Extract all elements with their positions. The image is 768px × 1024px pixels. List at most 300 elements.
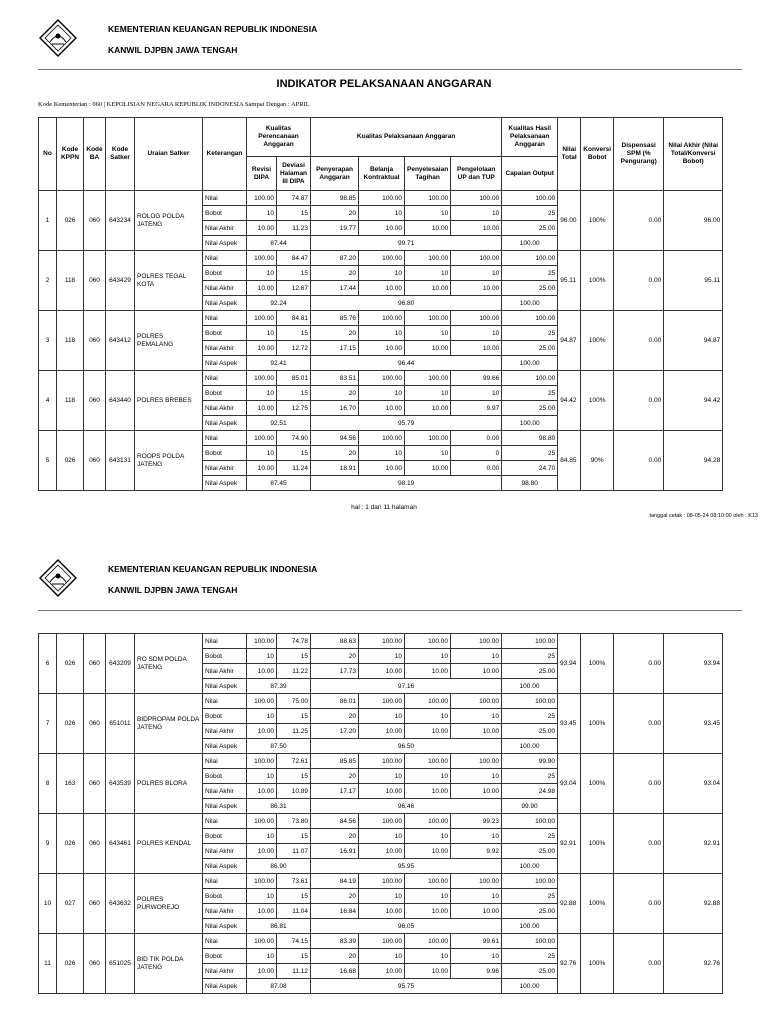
row-uraian-satker: ROLOG POLDA JATENG — [135, 191, 203, 251]
value-cell: 88.63 — [311, 634, 359, 649]
row-uraian-satker: POLRES PEMALANG — [135, 311, 203, 371]
value-cell: 100.00 — [405, 754, 451, 769]
value-cell: 10.00 — [451, 664, 502, 679]
value-cell: 25.00 — [502, 281, 558, 296]
value-cell: 10 — [405, 949, 451, 964]
value-cell: 12.72 — [277, 341, 311, 356]
value-cell: 100.00 — [502, 634, 558, 649]
value-cell: 10 — [405, 326, 451, 341]
table-row — [39, 431, 723, 446]
value-cell: 25 — [502, 446, 558, 461]
row-label-nilai-akhir: Nilai Akhir — [203, 221, 247, 236]
aspek-hasil: 100.00 — [502, 296, 558, 311]
col-pengelolaan: Pengelolaan UP dan TUP — [451, 157, 502, 191]
value-cell: 10.00 — [359, 724, 405, 739]
value-cell: 11.25 — [277, 724, 311, 739]
aspek-pelaksanaan: 97.16 — [311, 679, 502, 694]
row-dispensasi: 0.00 — [614, 311, 664, 371]
row-no: 10 — [39, 874, 57, 934]
table-row — [39, 251, 723, 266]
value-cell: 10.00 — [405, 904, 451, 919]
value-cell: 20 — [311, 206, 359, 221]
value-cell: 85.76 — [311, 311, 359, 326]
value-cell: 10 — [247, 386, 277, 401]
page-number: hal : 1 dari 11 halaman — [351, 504, 417, 511]
value-cell: 25 — [502, 889, 558, 904]
value-cell: 16.84 — [311, 904, 359, 919]
aspek-perencanaan: 92.24 — [247, 296, 311, 311]
value-cell: 10 — [359, 266, 405, 281]
aspek-perencanaan: 92.41 — [247, 356, 311, 371]
value-cell: 10 — [247, 206, 277, 221]
row-nilai-total: 93.94 — [558, 634, 581, 694]
indicator-table-page2 — [38, 633, 723, 994]
value-cell: 10.00 — [359, 341, 405, 356]
value-cell: 10.00 — [405, 401, 451, 416]
value-cell: 84.56 — [311, 814, 359, 829]
col-kode-satker: Kode Satker — [106, 118, 135, 191]
group-hasil: Kualitas Hasil Pelaksanaan Anggaran — [502, 118, 558, 157]
row-kode-kppn: 118 — [57, 371, 84, 431]
value-cell: 100.00 — [359, 874, 405, 889]
row-label-nilai: Nilai — [203, 874, 247, 889]
row-dispensasi: 0.00 — [614, 874, 664, 934]
value-cell: 10.00 — [405, 964, 451, 979]
row-kode-kppn: 026 — [57, 191, 84, 251]
value-cell: 100.00 — [359, 251, 405, 266]
row-label-nilai: Nilai — [203, 431, 247, 446]
value-cell: 85.01 — [277, 371, 311, 386]
row-kode-ba: 060 — [84, 431, 106, 491]
value-cell: 100.00 — [247, 754, 277, 769]
value-cell: 73.61 — [277, 874, 311, 889]
value-cell: 9.97 — [451, 401, 502, 416]
row-label-bobot: Bobot — [203, 709, 247, 724]
value-cell: 87.20 — [311, 251, 359, 266]
row-uraian-satker: BIDPROPAM POLDA JATENG — [135, 694, 203, 754]
row-label-nilai-aspek: Nilai Aspek — [203, 356, 247, 371]
value-cell: 100.00 — [405, 251, 451, 266]
value-cell: 74.15 — [277, 934, 311, 949]
aspek-perencanaan: 86.81 — [247, 919, 311, 934]
row-nilai-akhir: 93.04 — [664, 754, 723, 814]
value-cell: 94.56 — [311, 431, 359, 446]
value-cell: 25 — [502, 266, 558, 281]
row-no: 6 — [39, 634, 57, 694]
table-row — [39, 694, 723, 709]
row-dispensasi: 0.00 — [614, 934, 664, 994]
row-kode-ba: 060 — [84, 371, 106, 431]
value-cell: 17.44 — [311, 281, 359, 296]
value-cell: 84.19 — [311, 874, 359, 889]
value-cell: 15 — [277, 949, 311, 964]
value-cell: 0.00 — [451, 461, 502, 476]
value-cell: 10.00 — [359, 784, 405, 799]
row-konversi-bobot: 100% — [581, 634, 614, 694]
table-row — [39, 814, 723, 829]
value-cell: 10 — [359, 769, 405, 784]
value-cell: 10.00 — [359, 221, 405, 236]
col-dispensasi: Dispensasi SPM (% Pengurang) — [614, 118, 664, 191]
row-dispensasi: 0.00 — [614, 814, 664, 874]
value-cell: 72.61 — [277, 754, 311, 769]
row-no: 1 — [39, 191, 57, 251]
row-uraian-satker: POLRES PURWOREJO — [135, 874, 203, 934]
value-cell: 15 — [277, 649, 311, 664]
value-cell: 25.00 — [502, 904, 558, 919]
value-cell: 100.00 — [502, 694, 558, 709]
value-cell: 0 — [451, 446, 502, 461]
value-cell: 16.91 — [311, 844, 359, 859]
row-uraian-satker: POLRES BREBES — [135, 371, 203, 431]
value-cell: 25.00 — [502, 664, 558, 679]
row-nilai-akhir: 96.00 — [664, 191, 723, 251]
value-cell: 17.15 — [311, 341, 359, 356]
value-cell: 10.00 — [359, 664, 405, 679]
value-cell: 99.66 — [451, 371, 502, 386]
row-label-nilai-aspek: Nilai Aspek — [203, 679, 247, 694]
row-uraian-satker: POLRES BLORA — [135, 754, 203, 814]
value-cell: 10.00 — [359, 844, 405, 859]
row-kode-satker: 643209 — [106, 634, 135, 694]
value-cell: 10 — [247, 829, 277, 844]
row-kode-ba: 060 — [84, 874, 106, 934]
row-kode-kppn: 026 — [57, 814, 84, 874]
value-cell: 20 — [311, 326, 359, 341]
row-nilai-akhir: 95.11 — [664, 251, 723, 311]
value-cell: 20 — [311, 709, 359, 724]
ministry-name: KEMENTERIAN KEUANGAN REPUBLIK INDONESIA — [108, 24, 318, 34]
row-label-nilai-akhir: Nilai Akhir — [203, 281, 247, 296]
aspek-perencanaan: 86.31 — [247, 799, 311, 814]
value-cell: 25.00 — [502, 964, 558, 979]
value-cell: 10.00 — [247, 401, 277, 416]
row-konversi-bobot: 100% — [581, 694, 614, 754]
row-label-nilai-aspek: Nilai Aspek — [203, 416, 247, 431]
value-cell: 10 — [451, 266, 502, 281]
value-cell: 10.00 — [247, 844, 277, 859]
value-cell: 100.00 — [247, 431, 277, 446]
row-label-nilai-aspek: Nilai Aspek — [203, 859, 247, 874]
value-cell: 10.00 — [405, 844, 451, 859]
value-cell: 25.00 — [502, 844, 558, 859]
print-date: tanggal cetak : 08-05-24 08:10:00 oleh : K13 — [649, 513, 758, 519]
value-cell: 100.00 — [359, 371, 405, 386]
value-cell: 15 — [277, 326, 311, 341]
col-penyelesaian: Penyelesaian Tagihan — [405, 157, 451, 191]
aspek-hasil: 100.00 — [502, 919, 558, 934]
col-revisi-dipa: Revisi DIPA — [247, 157, 277, 191]
value-cell: 15 — [277, 266, 311, 281]
value-cell: 10 — [405, 386, 451, 401]
value-cell: 10 — [359, 949, 405, 964]
row-kode-kppn: 026 — [57, 934, 84, 994]
row-label-bobot: Bobot — [203, 889, 247, 904]
value-cell: 10 — [359, 206, 405, 221]
col-nilai-akhir: Nilai Akhir (Nilai Total/Konversi Bobot) — [664, 118, 723, 191]
value-cell: 10 — [451, 889, 502, 904]
value-cell: 100.00 — [359, 934, 405, 949]
value-cell: 20 — [311, 649, 359, 664]
value-cell: 10 — [359, 326, 405, 341]
value-cell: 100.00 — [247, 311, 277, 326]
aspek-pelaksanaan: 95.79 — [311, 416, 502, 431]
value-cell: 10.00 — [405, 724, 451, 739]
value-cell: 99.90 — [502, 754, 558, 769]
value-cell: 15 — [277, 386, 311, 401]
row-kode-satker: 643461 — [106, 814, 135, 874]
value-cell: 20 — [311, 889, 359, 904]
value-cell: 25.00 — [502, 221, 558, 236]
aspek-pelaksanaan: 96.80 — [311, 296, 502, 311]
value-cell: 10 — [247, 649, 277, 664]
header-divider — [38, 69, 742, 70]
row-kode-ba: 060 — [84, 754, 106, 814]
value-cell: 10 — [451, 326, 502, 341]
value-cell: 20 — [311, 949, 359, 964]
value-cell: 25 — [502, 949, 558, 964]
row-dispensasi: 0.00 — [614, 634, 664, 694]
value-cell: 25 — [502, 326, 558, 341]
value-cell: 9.96 — [451, 964, 502, 979]
col-kode-kppn: Kode KPPN — [57, 118, 84, 191]
value-cell: 86.01 — [311, 694, 359, 709]
row-kode-kppn: 163 — [57, 754, 84, 814]
value-cell: 83.51 — [311, 371, 359, 386]
value-cell: 100.00 — [502, 251, 558, 266]
aspek-pelaksanaan: 95.95 — [311, 859, 502, 874]
value-cell: 10.00 — [247, 664, 277, 679]
value-cell: 20 — [311, 829, 359, 844]
value-cell: 16.70 — [311, 401, 359, 416]
col-penyerapan: Penyerapan Anggaran — [311, 157, 359, 191]
value-cell: 10.00 — [359, 964, 405, 979]
row-label-nilai: Nilai — [203, 251, 247, 266]
row-label-nilai-akhir: Nilai Akhir — [203, 724, 247, 739]
value-cell: 74.78 — [277, 634, 311, 649]
value-cell: 98.85 — [311, 191, 359, 206]
value-cell: 99.61 — [451, 934, 502, 949]
value-cell: 99.23 — [451, 814, 502, 829]
value-cell: 10.00 — [405, 281, 451, 296]
value-cell: 15 — [277, 889, 311, 904]
value-cell: 15 — [277, 769, 311, 784]
row-konversi-bobot: 100% — [581, 874, 614, 934]
row-kode-ba: 060 — [84, 191, 106, 251]
value-cell: 20 — [311, 446, 359, 461]
row-kode-kppn: 118 — [57, 251, 84, 311]
value-cell: 20 — [311, 769, 359, 784]
value-cell: 11.22 — [277, 664, 311, 679]
value-cell: 25.00 — [502, 724, 558, 739]
value-cell: 10.00 — [405, 461, 451, 476]
row-label-nilai-aspek: Nilai Aspek — [203, 739, 247, 754]
row-no: 5 — [39, 431, 57, 491]
table-row — [39, 634, 723, 649]
col-belanja: Belanja Kontraktual — [359, 157, 405, 191]
value-cell: 10.00 — [451, 904, 502, 919]
row-label-nilai-aspek: Nilai Aspek — [203, 296, 247, 311]
col-deviasi: Deviasi Halaman III DIPA — [277, 157, 311, 191]
value-cell: 10 — [247, 326, 277, 341]
value-cell: 100.00 — [359, 634, 405, 649]
row-kode-kppn: 027 — [57, 874, 84, 934]
value-cell: 100.00 — [359, 311, 405, 326]
value-cell: 12.75 — [277, 401, 311, 416]
value-cell: 18.91 — [311, 461, 359, 476]
value-cell: 12.67 — [277, 281, 311, 296]
row-label-bobot: Bobot — [203, 769, 247, 784]
value-cell: 10 — [451, 709, 502, 724]
row-label-nilai: Nilai — [203, 754, 247, 769]
table-body-page2 — [39, 634, 723, 994]
value-cell: 0.00 — [451, 431, 502, 446]
indicator-table-page1 — [38, 117, 723, 491]
row-label-nilai: Nilai — [203, 311, 247, 326]
row-no: 3 — [39, 311, 57, 371]
value-cell: 73.80 — [277, 814, 311, 829]
value-cell: 10 — [405, 709, 451, 724]
aspek-pelaksanaan: 96.44 — [311, 356, 502, 371]
row-kode-ba: 060 — [84, 634, 106, 694]
row-kode-kppn: 026 — [57, 431, 84, 491]
row-nilai-total: 92.88 — [558, 874, 581, 934]
aspek-hasil: 100.00 — [502, 979, 558, 994]
row-dispensasi: 0.00 — [614, 191, 664, 251]
report-meta: Kode Kementerian : 060 | KEPOLISIAN NEGARA REPUBLIK INDONESIA Sampai Dengan : APRIL — [38, 101, 310, 108]
row-konversi-bobot: 100% — [581, 371, 614, 431]
row-uraian-satker: BID TIK POLDA JATENG — [135, 934, 203, 994]
row-kode-ba: 060 — [84, 934, 106, 994]
value-cell: 10 — [247, 709, 277, 724]
value-cell: 15 — [277, 446, 311, 461]
value-cell: 10 — [451, 769, 502, 784]
value-cell: 10 — [405, 829, 451, 844]
row-kode-satker: 643632 — [106, 874, 135, 934]
value-cell: 17.73 — [311, 664, 359, 679]
value-cell: 10 — [451, 386, 502, 401]
table-row — [39, 754, 723, 769]
value-cell: 10.00 — [247, 281, 277, 296]
value-cell: 100.00 — [405, 634, 451, 649]
value-cell: 100.00 — [451, 634, 502, 649]
value-cell: 10 — [451, 206, 502, 221]
row-kode-satker: 643440 — [106, 371, 135, 431]
value-cell: 10.00 — [247, 784, 277, 799]
page-header — [38, 18, 738, 68]
value-cell: 100.00 — [405, 874, 451, 889]
row-nilai-total: 92.76 — [558, 934, 581, 994]
row-kode-satker: 643539 — [106, 754, 135, 814]
row-label-nilai-akhir: Nilai Akhir — [203, 904, 247, 919]
value-cell: 15 — [277, 206, 311, 221]
row-dispensasi: 0.00 — [614, 754, 664, 814]
value-cell: 100.00 — [405, 311, 451, 326]
row-nilai-akhir: 94.87 — [664, 311, 723, 371]
row-konversi-bobot: 100% — [581, 754, 614, 814]
aspek-perencanaan: 87.50 — [247, 739, 311, 754]
value-cell: 100.00 — [502, 311, 558, 326]
value-cell: 100.00 — [451, 191, 502, 206]
row-kode-ba: 060 — [84, 311, 106, 371]
value-cell: 10 — [405, 769, 451, 784]
value-cell: 100.00 — [247, 814, 277, 829]
row-kode-satker: 643234 — [106, 191, 135, 251]
row-nilai-akhir: 92.88 — [664, 874, 723, 934]
row-dispensasi: 0.00 — [614, 431, 664, 491]
value-cell: 84.47 — [277, 251, 311, 266]
row-dispensasi: 0.00 — [614, 694, 664, 754]
value-cell: 10.00 — [247, 724, 277, 739]
value-cell: 10.00 — [359, 281, 405, 296]
value-cell: 20 — [311, 386, 359, 401]
value-cell: 83.39 — [311, 934, 359, 949]
row-kode-ba: 060 — [84, 694, 106, 754]
value-cell: 74.87 — [277, 191, 311, 206]
aspek-pelaksanaan: 99.71 — [311, 236, 502, 251]
value-cell: 10 — [359, 889, 405, 904]
value-cell: 84.81 — [277, 311, 311, 326]
value-cell: 75.00 — [277, 694, 311, 709]
value-cell: 10 — [247, 446, 277, 461]
group-perencanaan: Kualitas Perencanaan Anggaran — [247, 118, 311, 157]
row-no: 11 — [39, 934, 57, 994]
value-cell: 100.00 — [502, 814, 558, 829]
row-label-bobot: Bobot — [203, 446, 247, 461]
value-cell: 10.89 — [277, 784, 311, 799]
value-cell: 100.00 — [451, 311, 502, 326]
col-konversi-bobot: Konversi Bobot — [581, 118, 614, 191]
value-cell: 100.00 — [451, 874, 502, 889]
value-cell: 10.00 — [451, 724, 502, 739]
value-cell: 10.00 — [451, 341, 502, 356]
row-nilai-total: 92.91 — [558, 814, 581, 874]
row-label-nilai-akhir: Nilai Akhir — [203, 664, 247, 679]
aspek-perencanaan: 87.39 — [247, 679, 311, 694]
value-cell: 100.00 — [247, 874, 277, 889]
row-kode-satker: 651011 — [106, 694, 135, 754]
value-cell: 10.00 — [247, 221, 277, 236]
value-cell: 100.00 — [359, 191, 405, 206]
row-konversi-bobot: 100% — [581, 191, 614, 251]
row-label-nilai-akhir: Nilai Akhir — [203, 844, 247, 859]
col-keterangan: Keterangan — [203, 118, 247, 191]
row-nilai-total: 93.45 — [558, 694, 581, 754]
value-cell: 20 — [311, 266, 359, 281]
value-cell: 100.00 — [359, 694, 405, 709]
value-cell: 85.85 — [311, 754, 359, 769]
value-cell: 10 — [247, 949, 277, 964]
row-label-nilai: Nilai — [203, 694, 247, 709]
table-body-page1 — [39, 191, 723, 491]
row-label-bobot: Bobot — [203, 386, 247, 401]
group-pelaksanaan: Kualitas Pelaksanaan Anggaran — [311, 118, 502, 157]
value-cell: 100.00 — [451, 754, 502, 769]
row-label-nilai: Nilai — [203, 934, 247, 949]
value-cell: 10.00 — [405, 664, 451, 679]
row-kode-ba: 060 — [84, 251, 106, 311]
row-kode-kppn: 026 — [57, 634, 84, 694]
value-cell: 10.00 — [359, 401, 405, 416]
kanwil-name: KANWIL DJPBN JAWA TENGAH — [108, 585, 238, 595]
value-cell: 100.00 — [405, 814, 451, 829]
row-nilai-total: 94.42 — [558, 371, 581, 431]
ministry-name: KEMENTERIAN KEUANGAN REPUBLIK INDONESIA — [108, 564, 318, 574]
value-cell: 100.00 — [247, 251, 277, 266]
value-cell: 10 — [451, 649, 502, 664]
row-kode-satker: 643412 — [106, 311, 135, 371]
value-cell: 74.90 — [277, 431, 311, 446]
